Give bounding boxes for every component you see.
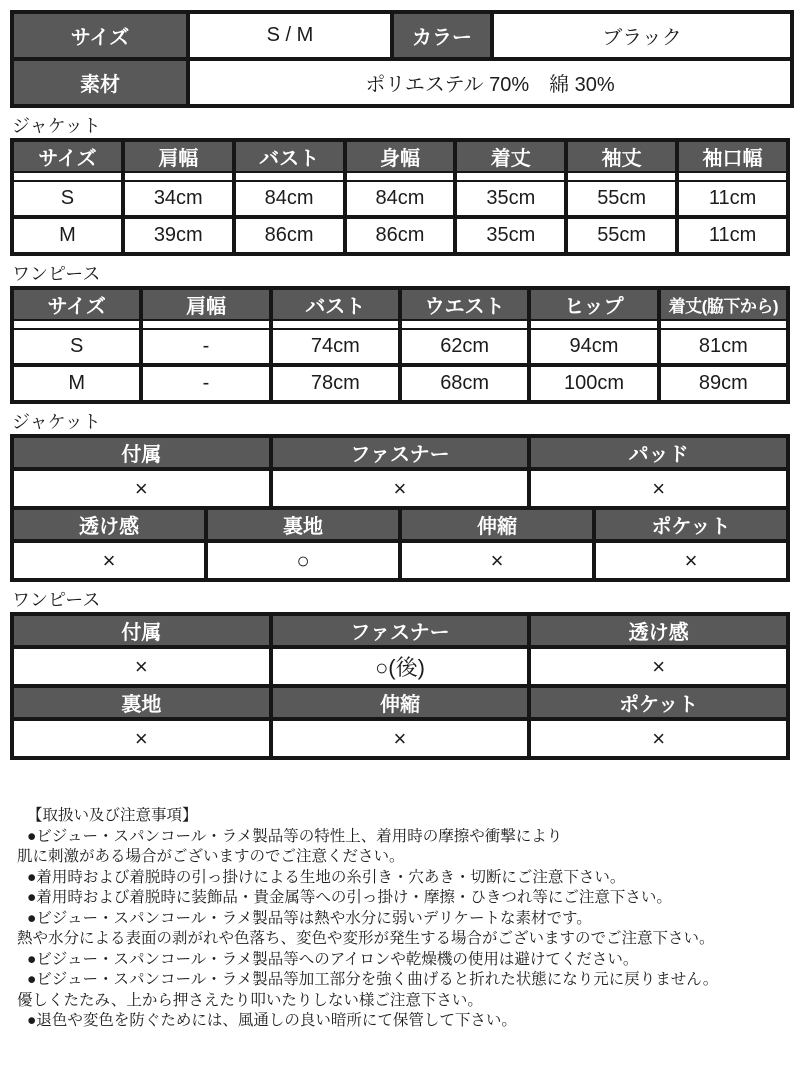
table-row <box>12 288 788 321</box>
header-cell: パッド <box>529 436 788 469</box>
value-cell: × <box>12 719 271 758</box>
value-cell: 11cm <box>677 217 788 254</box>
table-row <box>12 541 788 580</box>
table-row <box>12 686 788 719</box>
product-info-table <box>10 10 794 108</box>
table-row <box>12 614 788 647</box>
gap-cell <box>123 173 234 180</box>
header-cell: ポケット <box>594 508 788 541</box>
table-row <box>12 321 788 328</box>
note-line: ●ビジュー・スパンコール・ラメ製品等加工部分を強く曲げると折れた状態になり元に戻りません。 <box>27 971 719 988</box>
table-row <box>12 140 788 173</box>
value-cell: S <box>12 180 123 217</box>
header-cell: 伸縮 <box>400 508 594 541</box>
value-cell: 39cm <box>123 217 234 254</box>
section-label-onepiece-size: ワンピース <box>12 264 101 284</box>
value-cell: ポリエステル 70% 綿 30% <box>188 59 792 106</box>
header-cell: 肩幅 <box>141 288 270 321</box>
value-cell: × <box>529 647 788 686</box>
section-label-jacket-features: ジャケット <box>12 412 101 432</box>
value-cell: 35cm <box>455 180 566 217</box>
jacket-features-table-row1 <box>10 434 790 510</box>
table-row <box>12 469 788 508</box>
header-cell: 裏地 <box>206 508 400 541</box>
header-cell: 素材 <box>12 59 188 106</box>
value-cell: 86cm <box>234 217 345 254</box>
value-cell: × <box>529 469 788 508</box>
onepiece-size-table <box>10 286 790 404</box>
value-cell: M <box>12 365 141 402</box>
value-cell: - <box>141 328 270 365</box>
value-cell: ブラック <box>492 12 792 59</box>
note-line: ●ビジュー・スパンコール・ラメ製品等は熱や水分に弱いデリケートな素材です。 <box>27 909 592 927</box>
value-cell: ○(後) <box>271 647 530 686</box>
header-cell: 付属 <box>12 436 271 469</box>
note-line: ●着用時および着脱時に装飾品・貴金属等への引っ掛け・摩擦・ひきつれ等にご注意下さい。 <box>27 889 672 906</box>
header-cell: 透け感 <box>529 614 788 647</box>
note-line: 熱や水分による表面の剥がれや色落ち、変色や変形が発生する場合がございますのでご注意下さい。 <box>17 930 715 947</box>
table-row <box>12 328 788 365</box>
note-line: ●着用時および着脱時の引っ掛けによる生地の糸引き・穴あき・切断にご注意下さい。 <box>27 868 626 886</box>
value-cell: × <box>12 647 271 686</box>
header-cell: ヒップ <box>529 288 658 321</box>
value-cell: × <box>529 719 788 758</box>
value-cell: × <box>12 541 206 580</box>
table-row <box>12 508 788 541</box>
onepiece-features-table-row1 <box>10 612 790 688</box>
value-cell: × <box>271 469 530 508</box>
header-cell: 付属 <box>12 614 271 647</box>
value-cell: 55cm <box>566 217 677 254</box>
value-cell: 11cm <box>677 180 788 217</box>
value-cell: 68cm <box>400 365 529 402</box>
value-cell: × <box>271 719 530 758</box>
section-label-onepiece-features: ワンピース <box>12 590 101 610</box>
header-cell: 袖丈 <box>566 140 677 173</box>
header-cell: 着丈(脇下から) <box>659 288 788 321</box>
value-cell: × <box>594 541 788 580</box>
table-row <box>12 173 788 180</box>
value-cell: 34cm <box>123 180 234 217</box>
value-cell: 81cm <box>659 328 788 365</box>
header-cell: サイズ <box>12 12 188 59</box>
value-cell: M <box>12 217 123 254</box>
table-row <box>12 436 788 469</box>
header-cell: 袖口幅 <box>677 140 788 173</box>
table-row <box>12 59 792 106</box>
gap-cell <box>400 321 529 328</box>
care-notes-title: 【取扱い及び注意事項】 <box>27 807 198 824</box>
note-line: 優しくたたみ、上から押さえたり叩いたりしない様ご注意下さい。 <box>17 991 483 1009</box>
onepiece-features-table-row2 <box>10 684 790 760</box>
jacket-features-table-row2 <box>10 506 790 582</box>
gap-cell <box>659 321 788 328</box>
table-row <box>12 719 788 758</box>
header-cell: 伸縮 <box>271 686 530 719</box>
gap-cell <box>566 173 677 180</box>
gap-cell <box>455 173 566 180</box>
header-cell: 透け感 <box>12 508 206 541</box>
value-cell: 86cm <box>345 217 456 254</box>
gap-cell <box>12 321 141 328</box>
table-row <box>12 647 788 686</box>
value-cell: S <box>12 328 141 365</box>
care-notes <box>10 806 790 1032</box>
header-cell: 裏地 <box>12 686 271 719</box>
header-cell: 着丈 <box>455 140 566 173</box>
value-cell: 89cm <box>659 365 788 402</box>
gap-cell <box>345 173 456 180</box>
value-cell: ○ <box>206 541 400 580</box>
gap-cell <box>529 321 658 328</box>
value-cell: 84cm <box>345 180 456 217</box>
table-row <box>12 217 788 254</box>
value-cell: S / M <box>188 12 392 59</box>
section-label-jacket-size: ジャケット <box>12 116 101 136</box>
header-cell: バスト <box>234 140 345 173</box>
value-cell: 74cm <box>271 328 400 365</box>
header-cell: ポケット <box>529 686 788 719</box>
header-cell: 身幅 <box>345 140 456 173</box>
gap-cell <box>234 173 345 180</box>
header-cell: ファスナー <box>271 614 530 647</box>
value-cell: 55cm <box>566 180 677 217</box>
header-cell: カラー <box>392 12 492 59</box>
value-cell: 100cm <box>529 365 658 402</box>
value-cell: 94cm <box>529 328 658 365</box>
value-cell: × <box>400 541 594 580</box>
gap-cell <box>12 173 123 180</box>
value-cell: - <box>141 365 270 402</box>
header-cell: サイズ <box>12 288 141 321</box>
jacket-size-table <box>10 138 790 256</box>
value-cell: 62cm <box>400 328 529 365</box>
gap-cell <box>271 321 400 328</box>
header-cell: ファスナー <box>271 436 530 469</box>
note-line: 肌に刺激がある場合がございますのでご注意ください。 <box>17 848 405 865</box>
note-line: ●ビジュー・スパンコール・ラメ製品等へのアイロンや乾燥機の使用は避けてください。 <box>27 950 639 968</box>
note-line: ●退色や変色を防ぐためには、風通しの良い暗所にて保管して下さい。 <box>27 1012 517 1029</box>
value-cell: 84cm <box>234 180 345 217</box>
gap-cell <box>141 321 270 328</box>
note-line: ●ビジュー・スパンコール・ラメ製品等の特性上、着用時の摩擦や衝撃により <box>27 827 563 845</box>
table-row <box>12 180 788 217</box>
table-row <box>12 12 792 59</box>
header-cell: バスト <box>271 288 400 321</box>
header-cell: ウエスト <box>400 288 529 321</box>
value-cell: × <box>12 469 271 508</box>
header-cell: サイズ <box>12 140 123 173</box>
care-notes-lines <box>17 827 790 1032</box>
value-cell: 35cm <box>455 217 566 254</box>
table-row <box>12 365 788 402</box>
gap-cell <box>677 173 788 180</box>
header-cell: 肩幅 <box>123 140 234 173</box>
value-cell: 78cm <box>271 365 400 402</box>
